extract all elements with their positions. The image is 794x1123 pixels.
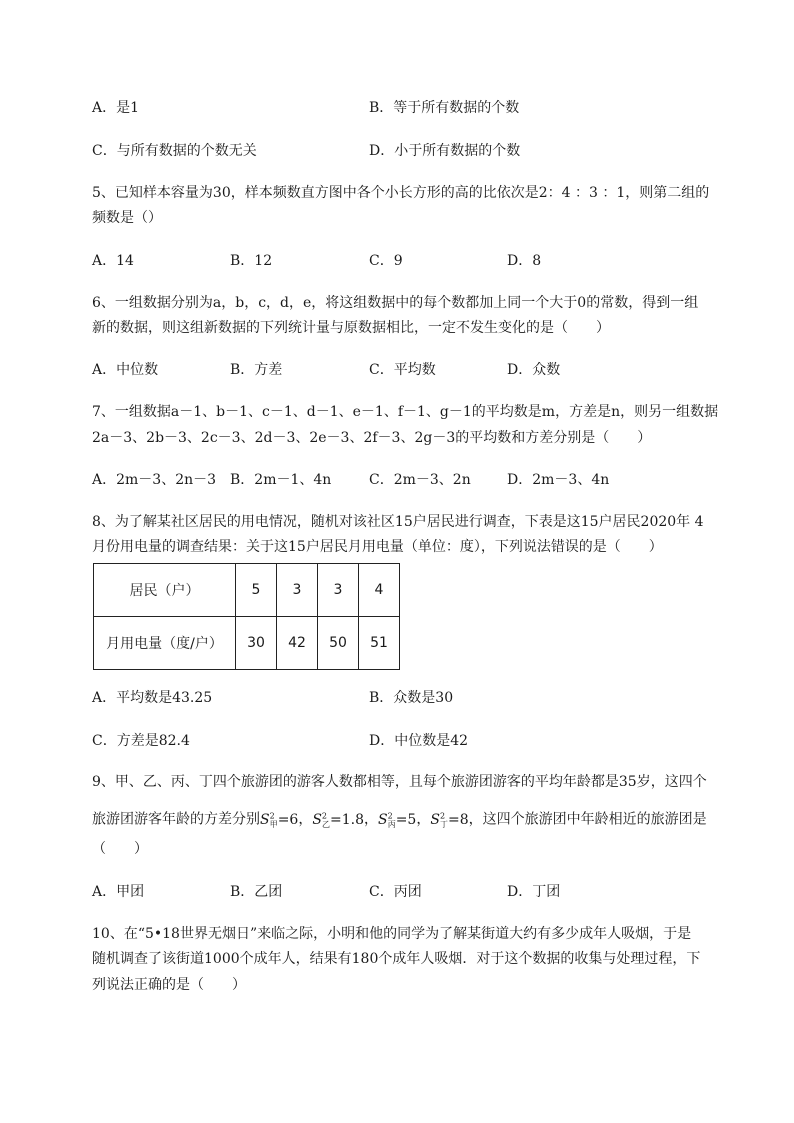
q9-option-a: A．甲团: [92, 884, 145, 900]
q6-option-d: D．众数: [507, 362, 561, 378]
table-cell-label: 居民（户）: [94, 564, 236, 617]
q6-stem-line1: 6、一组数据分别为a，b，c，d，e，将这组数据中的每个数都加上同一个大于0的常数，得到一组: [92, 295, 699, 311]
q5-option-d: D．8: [507, 253, 542, 269]
q9-stem-prefix: 旅游团游客年龄的方差分别: [92, 811, 260, 828]
q9-stem-line2: 旅游团游客年龄的方差分别$S^2_甲=6$，$S^2_乙=1.8$，$S^2_丙=5$，$S^2_丁=8$，这四个旅游团中年龄相近的旅游团是: [92, 811, 707, 830]
q9-stem-line1: 9、甲、乙、丙、丁四个旅游团的游客人数都相等，且每个旅游团游客的平均年龄都是35岁，这四个: [92, 774, 707, 790]
q6-option-b: B．方差: [230, 362, 283, 378]
q9-option-d: D．丁团: [507, 884, 561, 900]
variance-jia: $S^2_甲=6$: [260, 811, 299, 830]
q6-option-c: C．平均数: [369, 362, 436, 378]
table-cell: 30: [236, 617, 277, 670]
q6-option-a: A．中位数: [92, 362, 159, 378]
q7-option-a: A．2m－3、2n－3: [92, 472, 217, 488]
table-cell: 50: [318, 617, 359, 670]
q9-stem-suffix: ，这四个旅游团中年龄相近的旅游团是: [468, 811, 707, 828]
q4-option-a: A．是1: [92, 100, 140, 116]
table-cell-label: 月用电量（度/户）: [94, 617, 236, 670]
q9-stem-line3: （ ）: [92, 841, 148, 857]
q8-option-c: C．方差是82.4: [92, 733, 190, 749]
table-cell: 51: [359, 617, 400, 670]
table-cell: 3: [318, 564, 359, 617]
q8-option-d: D．中位数是42: [369, 733, 469, 749]
q5-stem-line1: 5、已知样本容量为30，样本频数直方图中各个小长方形的高的比依次是2：4 ：3 ：1，则第二组的: [92, 185, 710, 201]
q10-stem-line3: 列说法正确的是（ ）: [92, 977, 246, 993]
q8-option-b: B．众数是30: [369, 690, 454, 706]
table-row: [94, 617, 400, 670]
q4-option-c: C．与所有数据的个数无关: [92, 143, 257, 159]
q7-option-c: C．2m－3、2n: [369, 472, 471, 488]
variance-bing: $S^2_丙=5$: [378, 811, 417, 830]
q9-option-c: C．丙团: [369, 884, 422, 900]
table-cell: 5: [236, 564, 277, 617]
q4-option-d: D．小于所有数据的个数: [369, 143, 521, 159]
q4-option-b: B．等于所有数据的个数: [369, 100, 520, 116]
q5-option-b: B．12: [230, 253, 273, 269]
q7-stem-line1: 7、一组数据a－1、b－1、c－1、d－1、e－1、f－1、g－1的平均数是m，方差是n，则另一组数据: [92, 404, 719, 420]
q9-option-b: B．乙团: [230, 884, 283, 900]
q7-option-d: D．2m－3、4n: [507, 472, 610, 488]
q6-stem-line2: 新的数据，则这组新数据的下列统计量与原数据相比，一定不发生变化的是（ ）: [92, 320, 610, 336]
q7-option-b: B．2m－1、4n: [230, 472, 332, 488]
q5-option-c: C．9: [369, 253, 403, 269]
q5-option-a: A．14: [92, 253, 134, 269]
variance-ding: $S^2_丁=8$: [430, 811, 469, 830]
q10-stem-line1: 10、在“5•18世界无烟日”来临之际，小明和他的同学为了解某街道大约有多少成年人吸烟，于是: [92, 926, 692, 942]
table-row: [94, 564, 400, 617]
q10-stem-line2: 随机调查了该街道1000个成年人，结果有180个成年人吸烟．对于这个数据的收集与处理过程，下: [92, 951, 701, 967]
q8-option-a: A．平均数是43.25: [92, 690, 213, 706]
q8-stem-line2: 月份用电量的调查结果：关于这15户居民月用电量（单位：度），下列说法错误的是（ ）: [92, 539, 663, 555]
q5-stem-line2: 频数是（）: [92, 210, 162, 226]
q8-stem-line1: 8、为了解某社区居民的用电情况，随机对该社区15户居民进行调查，下表是这15户居民2020年 4: [92, 514, 704, 530]
table-cell: 42: [277, 617, 318, 670]
table-cell: 4: [359, 564, 400, 617]
q8-data-table: [93, 563, 400, 670]
variance-yi: $S^2_乙=1.8$: [312, 811, 365, 830]
table-cell: 3: [277, 564, 318, 617]
q7-stem-line2: 2a－3、2b－3、2c－3、2d－3、2e－3、2f－3、2g－3的平均数和方差分别是（ ）: [92, 430, 652, 446]
